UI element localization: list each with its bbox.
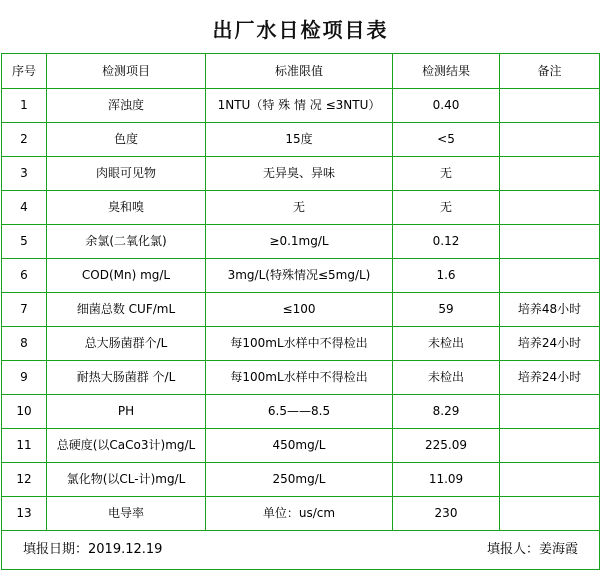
reporter-name: 填报人：姜海霞 xyxy=(486,541,578,557)
cell-no: 11 xyxy=(2,429,47,463)
cell-item: 臭和嗅 xyxy=(47,191,206,225)
cell-item: 电导率 xyxy=(47,497,206,531)
cell-result: 0.40 xyxy=(393,89,500,123)
cell-note xyxy=(500,259,600,293)
cell-result: <5 xyxy=(393,123,500,157)
table-footer-row xyxy=(2,531,600,570)
footer-cell xyxy=(2,531,600,570)
cell-note: 培养48小时 xyxy=(500,293,600,327)
column-header-result: 检测结果 xyxy=(393,54,500,89)
cell-standard: 1NTU（特 殊 情 况 ≤3NTU） xyxy=(206,89,393,123)
column-header-item: 检测项目 xyxy=(47,54,206,89)
cell-no: 7 xyxy=(2,293,47,327)
cell-standard: 450mg/L xyxy=(206,429,393,463)
cell-result: 225.09 xyxy=(393,429,500,463)
table-row xyxy=(2,293,600,327)
page-title: 出厂水日检项目表 xyxy=(212,18,389,42)
cell-standard: 6.5——8.5 xyxy=(206,395,393,429)
table-row xyxy=(2,463,600,497)
cell-no: 8 xyxy=(2,327,47,361)
cell-item: COD(Mn) mg/L xyxy=(47,259,206,293)
cell-standard: 3mg/L(特殊情况≤5mg/L) xyxy=(206,259,393,293)
cell-item: 细菌总数 CUF/mL xyxy=(47,293,206,327)
cell-item: 余氯(二氧化氯) xyxy=(47,225,206,259)
cell-result: 11.09 xyxy=(393,463,500,497)
table-row xyxy=(2,157,600,191)
cell-standard: 250mg/L xyxy=(206,463,393,497)
cell-no: 12 xyxy=(2,463,47,497)
column-header-no: 序号 xyxy=(2,54,47,89)
cell-standard: 无异臭、异味 xyxy=(206,157,393,191)
cell-note xyxy=(500,191,600,225)
cell-result: 1.6 xyxy=(393,259,500,293)
cell-note xyxy=(500,157,600,191)
cell-note: 培养24小时 xyxy=(500,327,600,361)
cell-item: 肉眼可见物 xyxy=(47,157,206,191)
cell-item: 浑浊度 xyxy=(47,89,206,123)
cell-result: 0.12 xyxy=(393,225,500,259)
cell-item: PH xyxy=(47,395,206,429)
cell-note xyxy=(500,395,600,429)
cell-no: 13 xyxy=(2,497,47,531)
cell-result: 无 xyxy=(393,191,500,225)
cell-standard: 每100mL水样中不得检出 xyxy=(206,361,393,395)
cell-standard: 无 xyxy=(206,191,393,225)
cell-result: 59 xyxy=(393,293,500,327)
table-row xyxy=(2,361,600,395)
cell-note xyxy=(500,225,600,259)
table-row xyxy=(2,429,600,463)
cell-item: 总大肠菌群个/L xyxy=(47,327,206,361)
cell-standard: ≥0.1mg/L xyxy=(206,225,393,259)
cell-no: 1 xyxy=(2,89,47,123)
table-row xyxy=(2,123,600,157)
cell-note xyxy=(500,429,600,463)
cell-result: 8.29 xyxy=(393,395,500,429)
cell-item: 总硬度(以CaCo3计)mg/L xyxy=(47,429,206,463)
cell-standard: 单位：us/cm xyxy=(206,497,393,531)
table-row xyxy=(2,225,600,259)
table-row xyxy=(2,191,600,225)
cell-no: 2 xyxy=(2,123,47,157)
cell-result: 未检出 xyxy=(393,361,500,395)
cell-no: 6 xyxy=(2,259,47,293)
water-inspection-table xyxy=(1,53,600,570)
cell-note xyxy=(500,463,600,497)
cell-item: 氯化物(以CL-计)mg/L xyxy=(47,463,206,497)
cell-note xyxy=(500,89,600,123)
table-row xyxy=(2,327,600,361)
cell-result: 无 xyxy=(393,157,500,191)
report-date: 填报日期：2019.12.19 xyxy=(23,541,163,557)
cell-no: 10 xyxy=(2,395,47,429)
cell-note xyxy=(500,123,600,157)
cell-note: 培养24小时 xyxy=(500,361,600,395)
table-row xyxy=(2,89,600,123)
cell-note xyxy=(500,497,600,531)
cell-item: 耐热大肠菌群 个/L xyxy=(47,361,206,395)
cell-no: 9 xyxy=(2,361,47,395)
table-header-row xyxy=(2,54,600,89)
table-row xyxy=(2,259,600,293)
table-row xyxy=(2,395,600,429)
cell-result: 未检出 xyxy=(393,327,500,361)
cell-no: 3 xyxy=(2,157,47,191)
column-header-note: 备注 xyxy=(500,54,600,89)
cell-result: 230 xyxy=(393,497,500,531)
table-row xyxy=(2,497,600,531)
cell-standard: 每100mL水样中不得检出 xyxy=(206,327,393,361)
cell-standard: ≤100 xyxy=(206,293,393,327)
column-header-standard: 标准限值 xyxy=(206,54,393,89)
cell-standard: 15度 xyxy=(206,123,393,157)
cell-no: 4 xyxy=(2,191,47,225)
cell-no: 5 xyxy=(2,225,47,259)
cell-item: 色度 xyxy=(47,123,206,157)
